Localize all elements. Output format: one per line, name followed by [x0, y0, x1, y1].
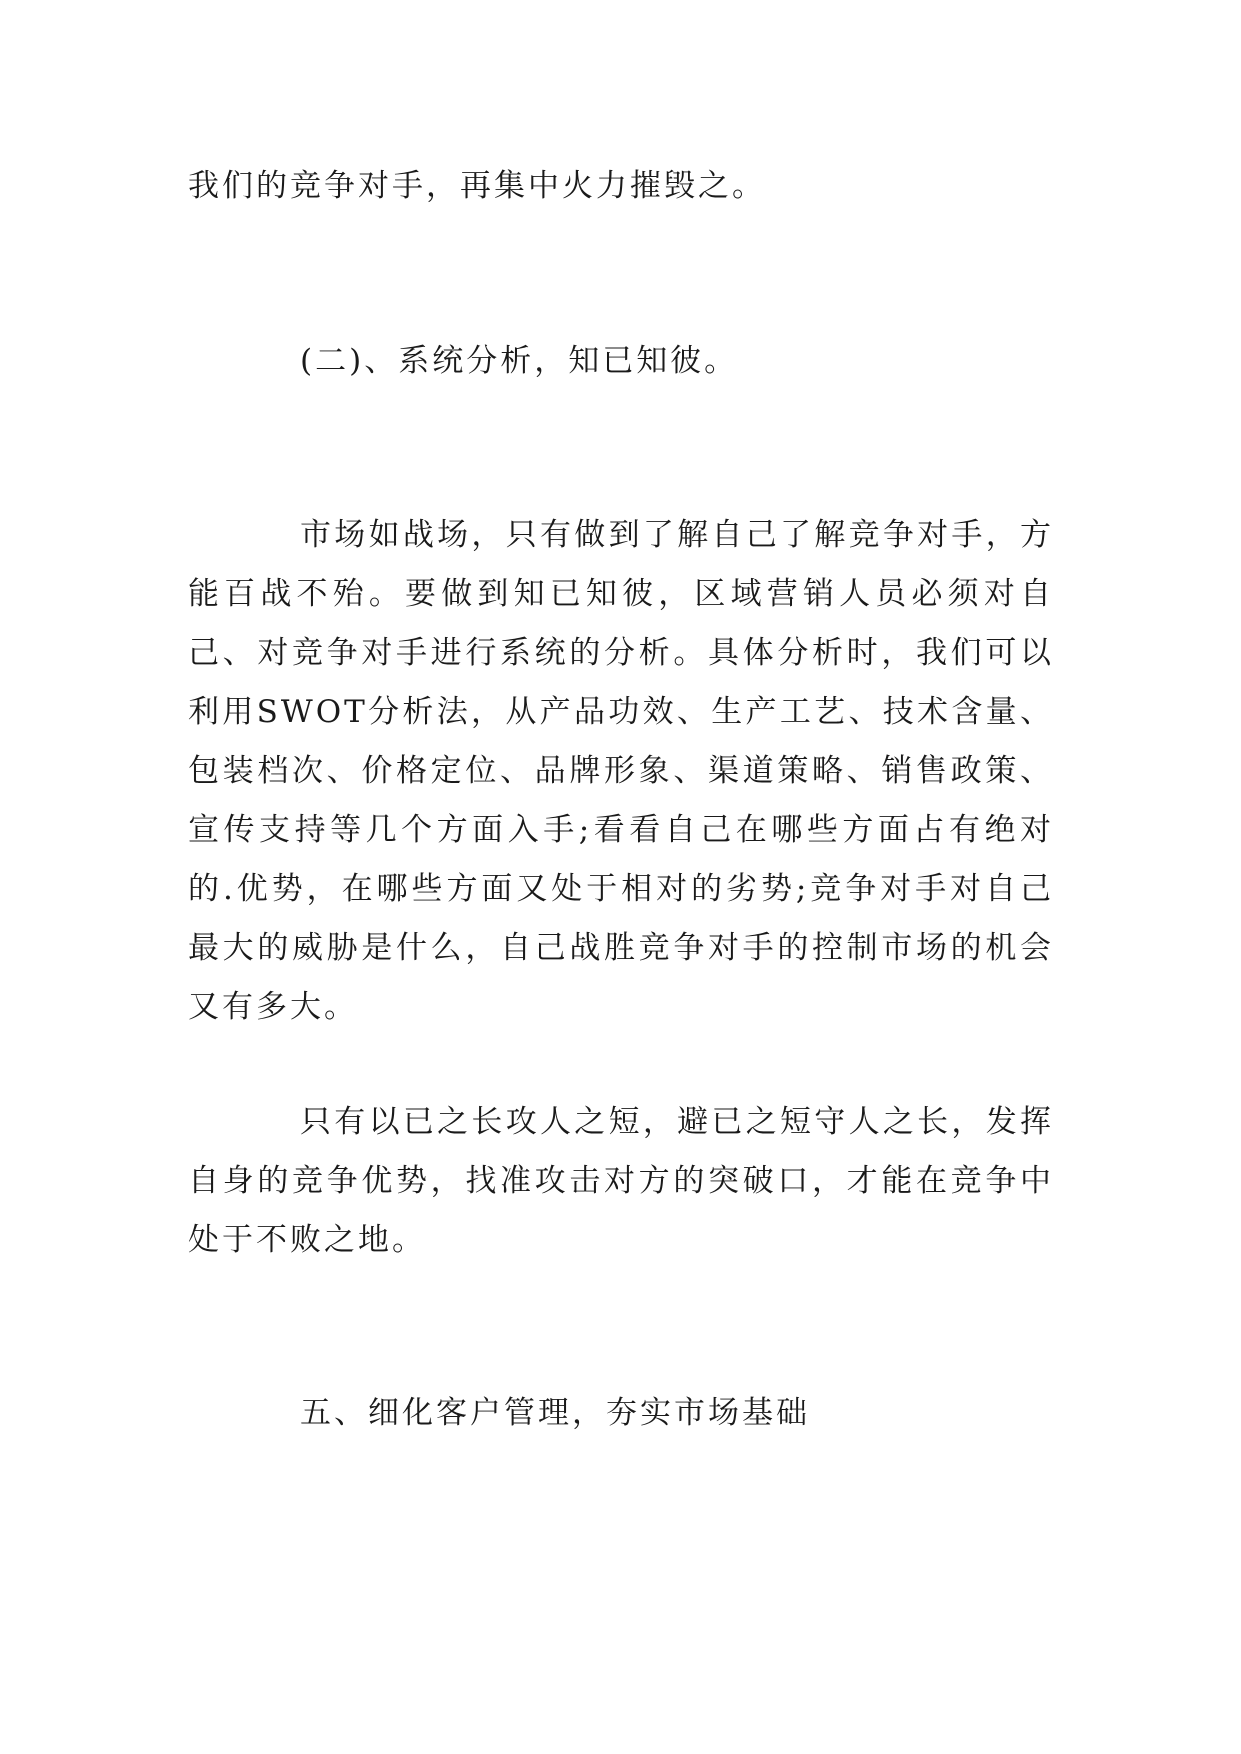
section-heading-system-analysis: (二)、系统分析，知已知彼。	[300, 343, 739, 379]
section-heading-customer-management: 五、细化客户管理，夯实市场基础	[300, 1395, 810, 1431]
paragraph-market-analysis: 市场如战场，只有做到了解自己了解竞争对手，方能百战不殆。要做到知已知彼，区域营销人员必须对自己、对竞争对手进行系统的分析。具体分析时，我们可以利用SWOT分析法，从产品功效、生产工艺、技术含量、包装档次、价格定位、品牌形象、渠道策略、销售政策、宣传支持等几个方面入手;看看自己在哪些方面占有绝对的.优势，在哪些方面又处于相对的劣势;竞争对手对自己最大的威胁是什么，自己战胜竞争对手的控制市场的机会又有多大。	[188, 517, 1054, 1025]
paragraph-continuation: 我们的竞争对手，再集中火力摧毁之。	[188, 168, 766, 204]
paragraph-competitive-advantage: 只有以已之长攻人之短，避已之短守人之长，发挥自身的竞争优势，找准攻击对方的突破口，才能在竞争中处于不败之地。	[188, 1104, 1054, 1258]
